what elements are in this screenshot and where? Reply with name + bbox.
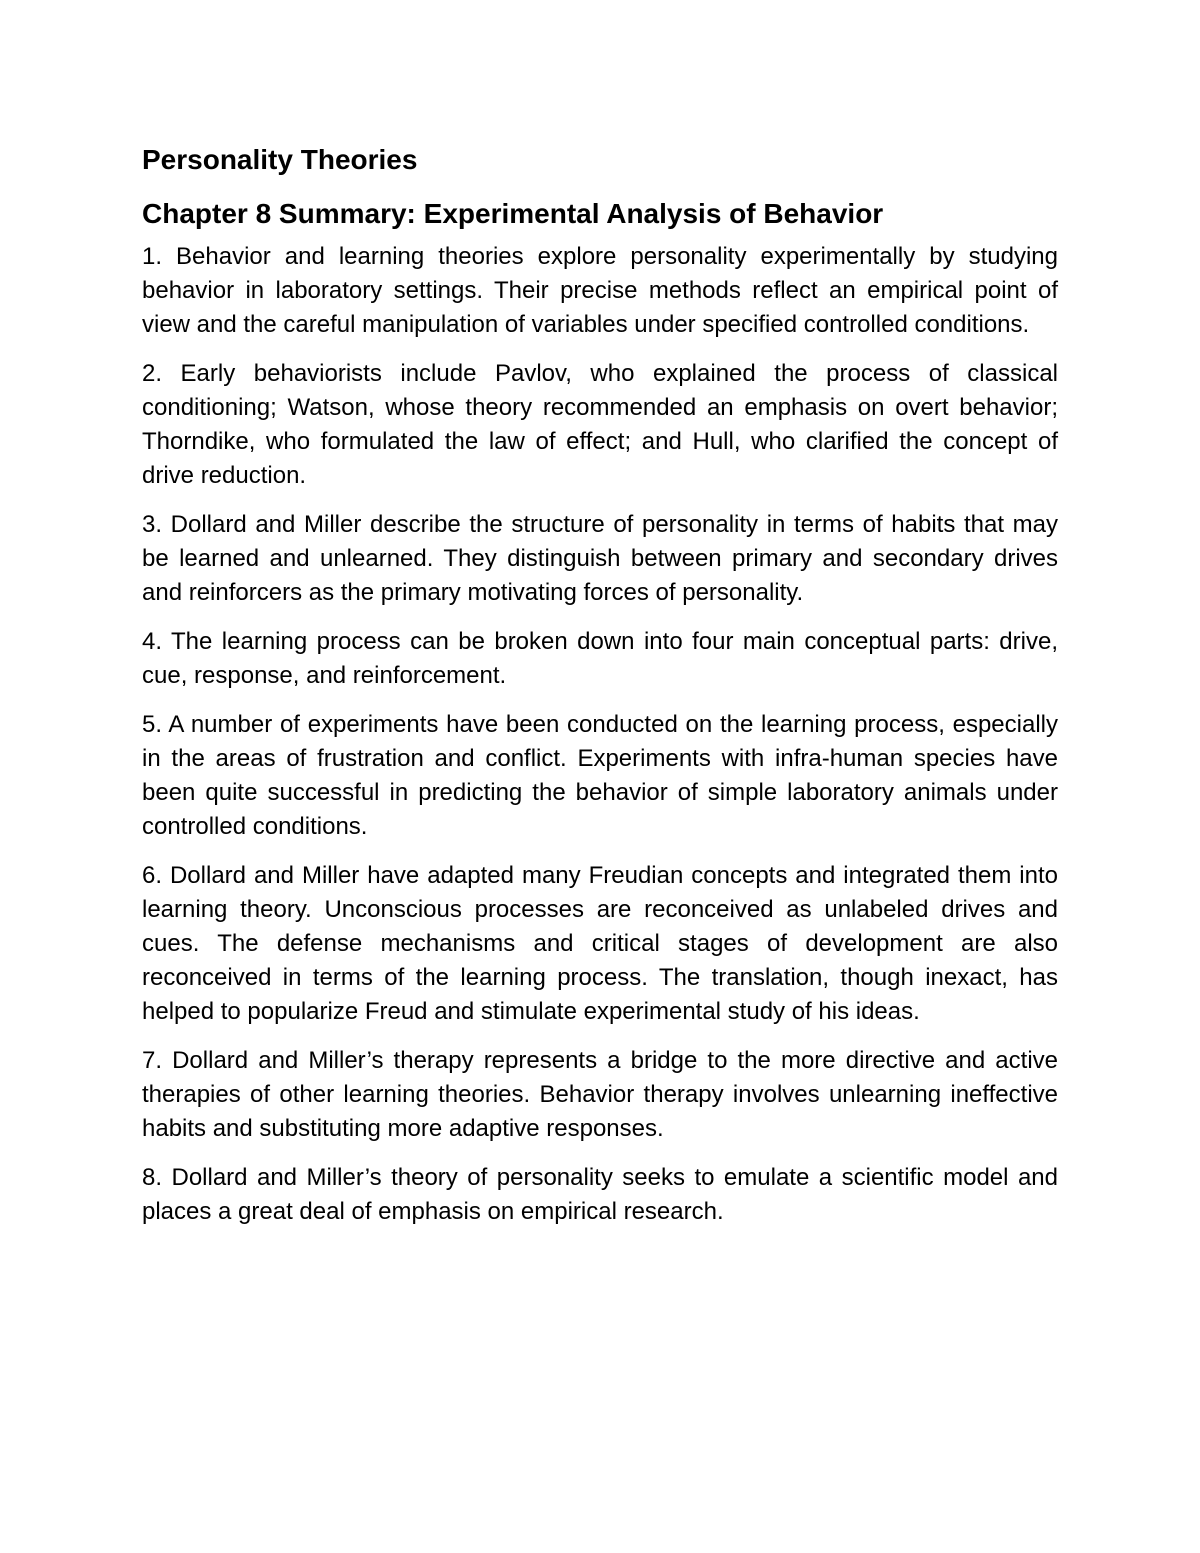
summary-item-5: 5. A number of experiments have been conducted on the learning process, especially in the areas of frustration and conflict. Experiments with infra-human species have been quite successful in predicting the behavior of simple laboratory animals under controlled conditions. [142, 711, 1058, 840]
document-page [142, 138, 1058, 1244]
summary-item-4: 4. The learning process can be broken down into four main conceptual parts: drive, cue, response, and reinforcement. [142, 628, 1058, 689]
summary-item-7: 7. Dollard and Miller’s therapy represents a bridge to the more directive and active therapies of other learning theories. Behavior therapy involves unlearning ineffective habits and substituting more adaptive responses. [142, 1047, 1058, 1142]
summary-item-3: 3. Dollard and Miller describe the structure of personality in terms of habits that may be learned and unlearned. They distinguish between primary and secondary drives and reinforcers as the primary motivating forces of personality. [142, 511, 1058, 606]
summary-item-2: 2. Early behaviorists include Pavlov, who explained the process of classical conditioning; Watson, whose theory recommended an emphasis on overt behavior; Thorndike, who formulated the law of effect; and Hull, who clarified the concept of drive reduction. [142, 360, 1058, 489]
summary-item-6: 6. Dollard and Miller have adapted many Freudian concepts and integrated them into learning theory. Unconscious processes are reconceived as unlabeled drives and cues. The defense mechanisms and critical stages of development are also reconceived in terms of the learning process. The translation, though inexact, has helped to popularize Freud and stimulate experimental study of his ideas. [142, 862, 1058, 1025]
document-title: Personality Theories [142, 144, 418, 175]
chapter-heading: Chapter 8 Summary: Experimental Analysis of Behavior [142, 198, 884, 229]
summary-item-1: 1. Behavior and learning theories explore personality experimentally by studying behavior in laboratory settings. Their precise methods reflect an empirical point of view and the careful manipulation of variables under specified controlled conditions. [142, 243, 1058, 338]
summary-item-8: 8. Dollard and Miller’s theory of personality seeks to emulate a scientific model and places a great deal of emphasis on empirical research. [142, 1164, 1058, 1225]
